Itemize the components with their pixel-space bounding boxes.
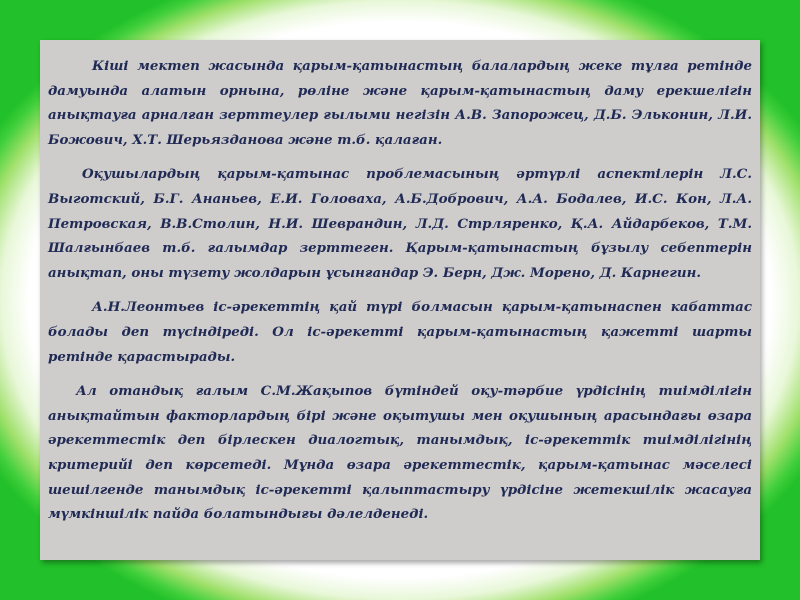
paragraph-1: Кіші мектеп жасында қарым-қатынастың балалардың жеке тұлға ретінде дамуында алатын орнына, рөліне және қарым-қатынастың даму ерекшелігін анықтауға арналған зерттеулер ғылыми негізін А.В. Запорожец, Д.Б. Эльконин, Л.И. Божович, Х.Т. Шерьязданова және т.б. қалаған.	[48, 58, 752, 148]
paragraph-4: Ал отандық ғалым С.М.Жақыпов бүтіндей оқу-тәрбие үрдісінің тиімділігін анықтайтын факторлардың бірі және оқытушы мен оқушының арасындағы өзара әрекеттестік деп бірлескен диалогтық, танымдық, іс-әрекеттік тиімділігінің критерийі деп көрсетеді. Мұнда өзара әрекеттестік, қарым-қатынас мәселесі шешілгенде танымдық іс-әрекетті қалыптастыру үрдісіне жетекшілік жасауға мүмкіншілік пайда болатындығы дәлелденеді.	[48, 383, 752, 523]
paragraph-3: А.Н.Леонтьев іс-әрекеттің қай түрі болмасын қарым-қатынаспен кабаттас болады деп түсіндіреді. Ол іс-әрекетті қарым-қатынастың қажетті шарты ретінде қарастырады.	[48, 299, 752, 365]
paragraph-2: Оқушылардың қарым-қатынас проблемасының әртүрлі аспектілерін Л.С. Выготский, Б.Г. Ананьев, Е.И. Головаха, А.Б.Добрович, А.А. Бодалев, И.С. Кон, Л.А. Петровская, В.В.Столин, Н.И. Шеврандин, Л.Д. Стрляренко, Қ.А. Айдарбеков, Т.М. Шалғынбаев т.б. ғалымдар зерттеген. Қарым-қатынастың бұзылу себептерін анықтап, оны түзету жолдарын ұсынғандар Э. Берн, Дж. Морено, Д. Карнегин.	[48, 166, 752, 281]
slide-text-body	[48, 54, 752, 537]
